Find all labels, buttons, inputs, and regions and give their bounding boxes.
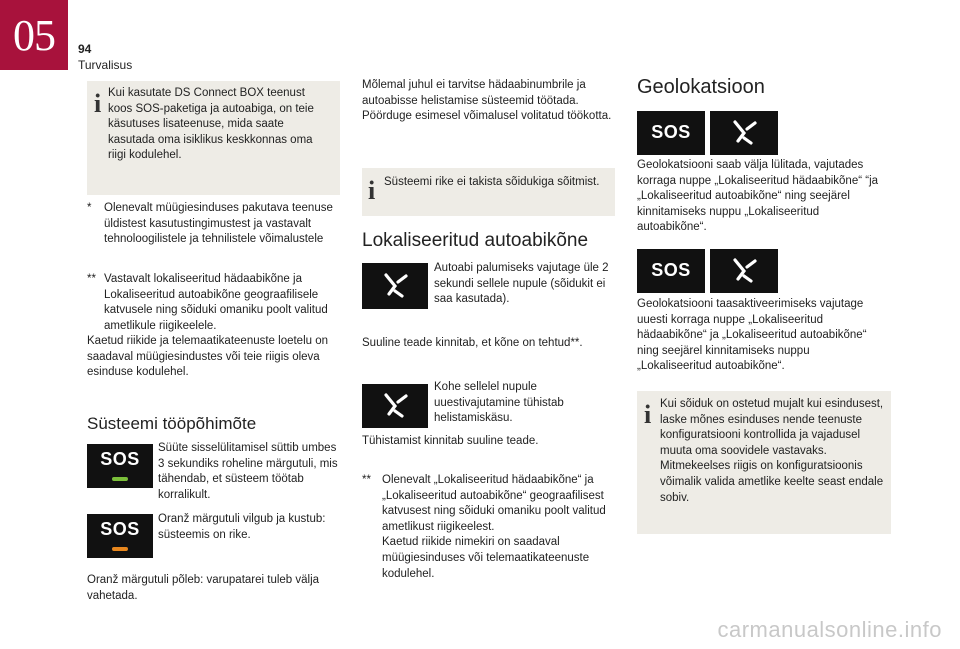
sos-label: SOS [100, 519, 140, 539]
ds-assistance-button-image [710, 111, 778, 155]
intro-text: Mõlemal juhul ei tarvitse hädaabinumbrile ja autoabisse helistamise süsteemid töötada. Pöörduge esimesel võimalusel volitatud töökotta. [362, 79, 612, 123]
info-box-connect-box [87, 81, 340, 195]
section-heading: Lokaliseeritud autoabikõne [362, 230, 589, 251]
battery-text: Oranž märgutuli põleb: varupatarei tuleb välja vahetada. [87, 574, 320, 602]
info-icon: i [644, 400, 652, 429]
ds-logo-icon [710, 249, 778, 293]
footnote-mark: ** [362, 474, 371, 486]
ds-logo-icon [362, 263, 428, 309]
ds-logo-icon [362, 384, 428, 428]
info-icon: i [94, 89, 102, 118]
watermark: carmanualsonline.info [717, 617, 942, 642]
orange-led-icon [112, 547, 128, 551]
ds-press-text: Autoabi palumiseks vajutage üle 2 sekundi sellele nupule (sõidukit ei saa kasutada). [434, 262, 609, 306]
info-text: Kui sõiduk on ostetud mujalt kui esindusest, laske mõnes esinduses nende teenuste konfiguratsiooni kontrollida ja vajadusel muuta oma soovidele vastavaks. Mitmekeelses riigis on konfiguratsioonis võimalik valida ametlike keelte seast endale sobiv. [660, 398, 884, 504]
sos-label: SOS [651, 260, 691, 280]
ds-cancel-text: Kohe sellelel nupule uuestivajutamine tühistab helistamiskäsu. [434, 381, 564, 425]
voice-confirm-text: Suuline teade kinnitab, et kõne on tehtud**. [362, 337, 583, 349]
sos-button-image [637, 111, 705, 155]
footnote-text: Olenevalt „Lokaliseeritud hädaabikõne“ ja „Lokaliseeritud autoabikõne“ geograafilisest katvusest ning sõiduki omaniku poolt valitud ametlikust riigikeelest. Kaetud riikide nimekiri on saadaval müügiesinduses või telemaatikateenuste kodulehel. [382, 474, 606, 580]
info-box-configuration [637, 391, 891, 534]
footnote-3 [362, 473, 616, 582]
sos-green-text: Süüte sisselülitamisel süttib umbes 3 sekundiks roheline märgutuli, mis tähendab, et süsteem töötab korralikult. [158, 442, 338, 501]
ds-assistance-button-image [362, 384, 428, 428]
footnote-1 [87, 201, 339, 248]
ds-assistance-button-image [362, 263, 428, 309]
info-text: Kui kasutate DS Connect BOX teenust koos SOS-paketiga ja autoabiga, on teie käsutuses lisateenuse, mida saate kasutada oma isiklikus keskkonnas oma riigi kodulehel. [108, 87, 314, 162]
footnote-mark: ** [87, 273, 96, 285]
info-text: Süsteemi rike ei takista sõidukiga sõitmist. [384, 176, 600, 188]
ds-assistance-button-image [710, 249, 778, 293]
sos-button-image [87, 444, 153, 488]
geolocation-disable-text: Geolokatsiooni saab välja lülitada, vajutades korraga nuppe „Lokaliseeritud hädaabikõne“ “ja „Lokaliseeritud autoabikõne“ ning seejärel kinnitamiseks nuppu „Lokaliseeritud autoabikõne“. [637, 159, 879, 234]
sos-button-image [87, 514, 153, 558]
ds-logo-icon [710, 111, 778, 155]
section-heading: Geolokatsioon [637, 76, 765, 98]
chapter-tab: 05 [0, 0, 68, 70]
cancel-confirm-text: Tühistamist kinnitab suuline teade. [362, 435, 539, 447]
info-icon: i [368, 176, 376, 205]
footnote-mark: * [87, 202, 92, 214]
sos-button-image [637, 249, 705, 293]
section-heading: Süsteemi tööpõhimõte [87, 414, 257, 433]
sos-orange-text: Oranž märgutuli vilgub ja kustub: süsteemis on rike. [158, 513, 326, 541]
sos-label: SOS [100, 449, 140, 469]
footnote-text: Vastavalt lokaliseeritud hädaabikõne ja Lokaliseeritud autoabikõne geograafilisele katvusele ning sõiduki omaniku poolt valitud ametlikule riigikeelele. [104, 273, 328, 332]
section-title: Turvalisus [78, 58, 133, 72]
geolocation-enable-text: Geolokatsiooni taasaktiveerimiseks vajutage uuesti korraga nuppe „Lokaliseeritud hädaabikõne“ ja „Lokaliseeritud autoabikõne“ ning seejärel kinnitamiseks nuppu „Lokaliseeritud autoabikõne“. [637, 298, 867, 373]
footnote-continuation: Kaetud riikide ja telemaatikateenuste loetelu on saadaval müügiesindustes või teie riigis oleva esinduse kodulehel. [87, 335, 329, 379]
info-box-fault [362, 168, 615, 216]
green-led-icon [112, 477, 128, 481]
sos-label: SOS [651, 122, 691, 142]
page-number: 94 [78, 42, 92, 56]
footnote-2 [87, 272, 339, 334]
footnote-text: Olenevalt müügiesinduses pakutava teenuse üldistest kasutustingimustest ja vastavalt tehnoloogilistele ja tehnilistele võimalustele [104, 202, 333, 246]
